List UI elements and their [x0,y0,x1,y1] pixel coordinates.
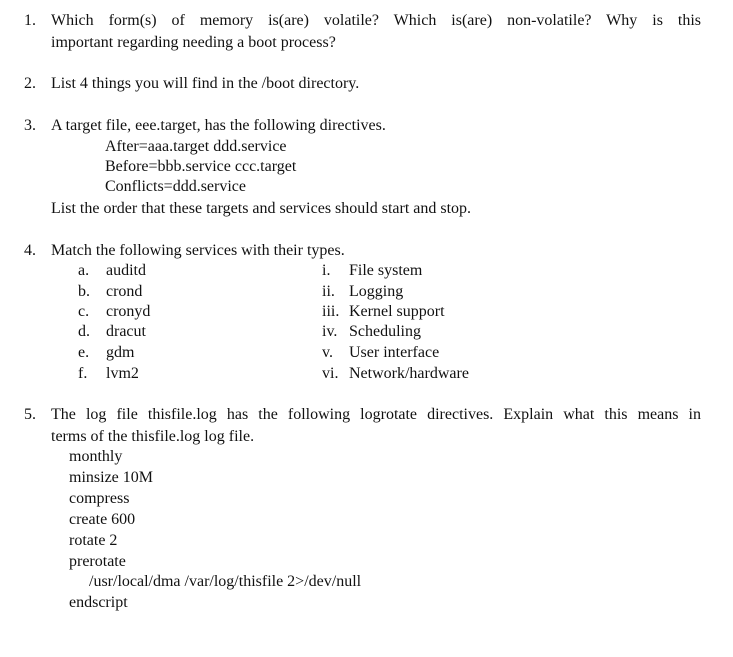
prerotate-script-line: /usr/local/dma /var/log/thisfile 2>/dev/null [89,573,362,590]
service-letter: d. [78,323,90,340]
type-numeral: ii. [322,283,335,300]
logrotate-directive: compress [69,490,130,507]
type-name: File system [349,262,423,279]
logrotate-directive: monthly [69,448,123,465]
logrotate-directive: create 600 [69,511,136,528]
question-number: 5. [24,406,36,423]
type-name: Logging [349,283,404,300]
service-name: dracut [106,323,146,340]
type-numeral: i. [322,262,331,279]
question-text-line-2: terms of the thisfile.log log file. [51,428,255,445]
question-number: 3. [24,117,36,134]
question-text: A target file, eee.target, has the following directives. [51,117,386,134]
service-name: cronyd [106,303,151,320]
question-text-line-1: Which form(s) of memory is(are) volatile? Which is(are) non-volatile? Why is this [51,12,701,29]
question-number: 4. [24,242,36,259]
question-number: 2. [24,75,36,92]
type-name: Scheduling [349,323,421,340]
service-letter: c. [78,303,90,320]
service-letter: e. [78,344,90,361]
question-followup: List the order that these targets and services should start and stop. [51,200,472,217]
service-letter: a. [78,262,90,279]
question-text: List 4 things you will find in the /boot directory. [51,75,360,92]
type-name: Kernel support [349,303,445,320]
question-text-line-1: The log file thisfile.log has the following logrotate directives. Explain what this means in [51,406,701,423]
question-text-line-2: important regarding needing a boot process? [51,34,336,51]
service-name: crond [106,283,143,300]
logrotate-directive: rotate 2 [69,532,118,549]
question-text: Match the following services with their types. [51,242,345,259]
service-name: lvm2 [106,365,139,382]
service-letter: b. [78,283,90,300]
service-name: auditd [106,262,146,279]
logrotate-directive: prerotate [69,553,126,570]
directive-line: Before=bbb.service ccc.target [105,158,297,175]
type-numeral: iii. [322,303,340,320]
type-numeral: iv. [322,323,338,340]
endscript-line: endscript [69,594,128,611]
service-name: gdm [106,344,135,361]
question-number: 1. [24,12,36,29]
service-letter: f. [78,365,88,382]
directive-line: Conflicts=ddd.service [105,178,246,195]
type-numeral: vi. [322,365,339,382]
type-name: Network/hardware [349,365,469,382]
logrotate-directive: minsize 10M [69,469,153,486]
type-numeral: v. [322,344,333,361]
directive-line: After=aaa.target ddd.service [105,138,287,155]
type-name: User interface [349,344,440,361]
